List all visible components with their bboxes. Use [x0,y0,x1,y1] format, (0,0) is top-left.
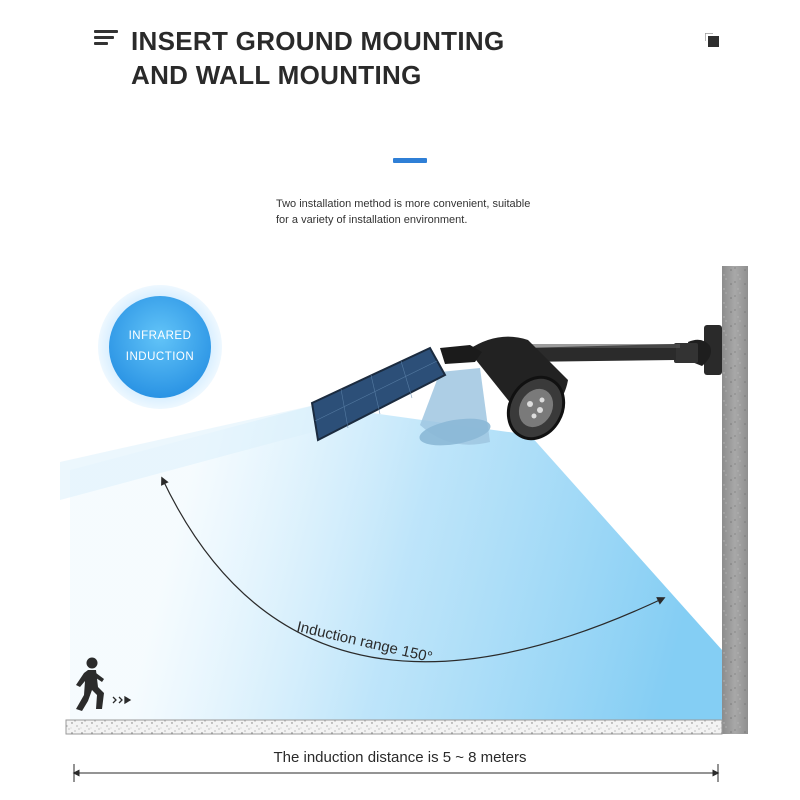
induction-range-label: Induction range 150° [295,618,434,667]
badge-line-1: INFRARED [128,330,192,342]
title-line-1: INSERT GROUND MOUNTING [131,26,505,56]
description-line-1: Two installation method is more convenient, suitable [276,198,531,210]
infrared-induction-badge [105,292,215,402]
badge-line-2: INDUCTION [125,351,195,363]
walking-person-icon [76,657,136,715]
description-line-2: for a variety of installation environment. [276,214,468,226]
arrow-icon [113,697,130,703]
title-line-2: AND WALL MOUNTING [131,60,422,90]
induction-distance-label: The induction distance is 5 ~ 8 meters [273,749,527,766]
